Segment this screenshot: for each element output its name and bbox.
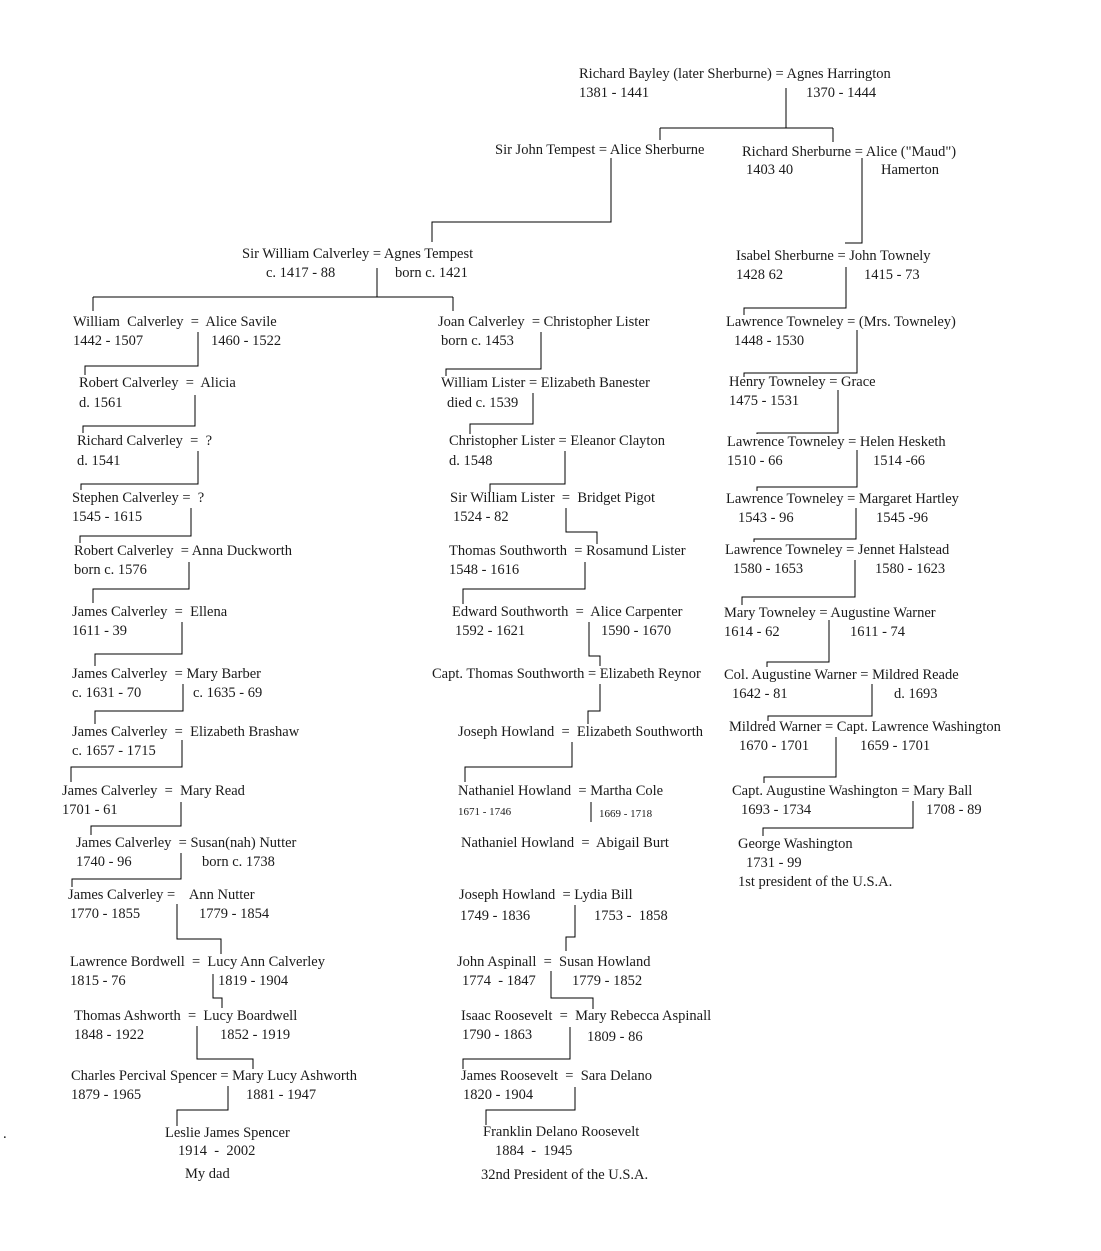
node-m8: Joseph Howland = Elizabeth Southworth <box>458 724 703 740</box>
node-r5: Lawrence Towneley = Margaret Hartley <box>726 491 959 507</box>
node-l15: Leslie James Spencer <box>165 1125 290 1141</box>
node-r11: George Washington <box>738 836 853 852</box>
node-rsher: Richard Sherburne = Alice ("Maud") <box>742 144 957 160</box>
node-r6d2: 1580 - 1623 <box>875 561 946 577</box>
node-isab: Isabel Sherburne = John Townely <box>736 248 931 264</box>
node-r10d1: 1693 - 1734 <box>741 802 812 818</box>
node-wcal_d2: born c. 1421 <box>395 265 468 281</box>
node-m3d: d. 1548 <box>449 453 493 469</box>
node-l10d2: born c. 1738 <box>202 854 275 870</box>
node-r6d1: 1580 - 1653 <box>733 561 804 577</box>
node-m15d: 1884 - 1945 <box>495 1143 573 1159</box>
node-r8d2: d. 1693 <box>894 686 938 702</box>
node-m13d1: 1790 - 1863 <box>462 1027 533 1043</box>
node-r1a: Richard Bayley (later Sherburne) = Agnes Harrington <box>579 66 891 82</box>
node-l14: Charles Percival Spencer = Mary Lucy Ashworth <box>71 1068 358 1084</box>
node-r1b: 1381 - 1441 <box>579 85 650 101</box>
node-m12: John Aspinall = Susan Howland <box>457 954 651 970</box>
node-m14: James Roosevelt = Sara Delano <box>461 1068 652 1084</box>
node-l14d2: 1881 - 1947 <box>246 1087 317 1103</box>
node-isab_d1: 1428 62 <box>736 267 784 283</box>
node-r6: Lawrence Towneley = Jennet Halstead <box>725 542 950 558</box>
node-r11n: 1st president of the U.S.A. <box>738 874 893 890</box>
node-l10d1: 1740 - 96 <box>76 854 132 870</box>
node-l1d1: 1442 - 1507 <box>73 333 144 349</box>
node-isab_d2: 1415 - 73 <box>864 267 920 283</box>
node-dot: . <box>3 1126 7 1142</box>
node-l4: Stephen Calverley = ? <box>72 490 205 506</box>
node-m11: Joseph Howland = Lydia Bill <box>459 887 633 903</box>
node-m5: Thomas Southworth = Rosamund Lister <box>449 543 686 559</box>
node-m4d: 1524 - 82 <box>453 509 509 525</box>
node-r9d1: 1670 - 1701 <box>739 738 810 754</box>
node-m12d2: 1779 - 1852 <box>572 973 643 989</box>
node-r4d2: 1514 -66 <box>873 453 925 469</box>
node-r9d2: 1659 - 1701 <box>860 738 931 754</box>
node-r4: Lawrence Towneley = Helen Hesketh <box>727 434 946 450</box>
node-l6d: 1611 - 39 <box>72 623 128 639</box>
node-l7d1: c. 1631 - 70 <box>72 685 142 701</box>
node-l8: James Calverley = Elizabeth Brashaw <box>72 724 300 740</box>
node-r10d2: 1708 - 89 <box>926 802 982 818</box>
node-l12d1: 1815 - 76 <box>70 973 126 989</box>
node-l3: Richard Calverley = ? <box>77 433 213 449</box>
node-l4d: 1545 - 1615 <box>72 509 143 525</box>
node-m9d1: 1671 - 1746 <box>458 806 512 818</box>
node-m4: Sir William Lister = Bridget Pigot <box>450 490 656 506</box>
node-l15d: 1914 - 2002 <box>178 1143 256 1159</box>
node-r11d: 1731 - 99 <box>746 855 802 871</box>
node-r1c: 1370 - 1444 <box>806 85 877 101</box>
node-rsher_d: 1403 40 <box>746 162 794 178</box>
node-l2d: d. 1561 <box>79 395 123 411</box>
node-m9d2: 1669 - 1718 <box>599 808 653 820</box>
node-m10: Nathaniel Howland = Abigail Burt <box>461 835 669 851</box>
node-r7d1: 1614 - 62 <box>724 624 780 640</box>
node-l13d2: 1852 - 1919 <box>220 1027 291 1043</box>
node-r10: Capt. Augustine Washington = Mary Ball <box>732 783 973 799</box>
node-l13: Thomas Ashworth = Lucy Boardwell <box>74 1008 298 1024</box>
node-r4d1: 1510 - 66 <box>727 453 783 469</box>
node-tempest: Sir John Tempest = Alice Sherburne <box>495 142 705 158</box>
node-r5d1: 1543 - 96 <box>738 510 794 526</box>
node-m2: William Lister = Elizabeth Banester <box>441 375 650 391</box>
node-r8: Col. Augustine Warner = Mildred Reade <box>724 667 959 683</box>
node-l10: James Calverley = Susan(nah) Nutter <box>76 835 297 851</box>
node-wcal_d1: c. 1417 - 88 <box>266 265 336 281</box>
node-l6: James Calverley = Ellena <box>72 604 228 620</box>
node-l5: Robert Calverley = Anna Duckworth <box>74 543 292 559</box>
node-m7: Capt. Thomas Southworth = Elizabeth Reynor <box>432 666 701 682</box>
node-l3d: d. 1541 <box>77 453 121 469</box>
node-m5d: 1548 - 1616 <box>449 562 520 578</box>
node-r3: Henry Towneley = Grace <box>729 374 876 390</box>
node-m1: Joan Calverley = Christopher Lister <box>438 314 650 330</box>
node-m14d: 1820 - 1904 <box>463 1087 534 1103</box>
node-m15: Franklin Delano Roosevelt <box>483 1124 640 1140</box>
node-l11d1: 1770 - 1855 <box>70 906 141 922</box>
node-l5d: born c. 1576 <box>74 562 147 578</box>
node-r2d: 1448 - 1530 <box>734 333 805 349</box>
node-r2: Lawrence Towneley = (Mrs. Towneley) <box>726 314 956 330</box>
node-l7d2: c. 1635 - 69 <box>193 685 263 701</box>
node-r7d2: 1611 - 74 <box>850 624 906 640</box>
node-l12: Lawrence Bordwell = Lucy Ann Calverley <box>70 954 325 970</box>
node-m9: Nathaniel Howland = Martha Cole <box>458 783 664 799</box>
node-m13: Isaac Roosevelt = Mary Rebecca Aspinall <box>461 1008 712 1024</box>
node-m3: Christopher Lister = Eleanor Clayton <box>449 433 665 449</box>
node-wcal: Sir William Calverley = Agnes Tempest <box>242 246 474 262</box>
node-r3d: 1475 - 1531 <box>729 393 800 409</box>
node-r5d2: 1545 -96 <box>876 510 928 526</box>
node-m1d: born c. 1453 <box>441 333 514 349</box>
node-l13d1: 1848 - 1922 <box>74 1027 145 1043</box>
node-l7: James Calverley = Mary Barber <box>72 666 261 682</box>
node-m6d2: 1590 - 1670 <box>601 623 672 639</box>
node-m11d2: 1753 - 1858 <box>594 908 668 924</box>
node-l8d: c. 1657 - 1715 <box>72 743 156 759</box>
node-l15n: My dad <box>185 1166 230 1182</box>
node-l9: James Calverley = Mary Read <box>62 783 245 799</box>
node-l12d2: 1819 - 1904 <box>218 973 289 989</box>
node-l9d: 1701 - 61 <box>62 802 118 818</box>
node-m6: Edward Southworth = Alice Carpenter <box>452 604 683 620</box>
node-m15n: 32nd President of the U.S.A. <box>481 1167 649 1183</box>
node-l1: William Calverley = Alice Savile <box>73 314 277 330</box>
node-l1d2: 1460 - 1522 <box>211 333 282 349</box>
node-l2: Robert Calverley = Alicia <box>79 375 236 391</box>
node-r9: Mildred Warner = Capt. Lawrence Washington <box>729 719 1001 735</box>
node-r8d1: 1642 - 81 <box>732 686 788 702</box>
node-l14d1: 1879 - 1965 <box>71 1087 142 1103</box>
node-m6d1: 1592 - 1621 <box>455 623 526 639</box>
node-rsher_h: Hamerton <box>881 162 939 178</box>
node-m11d1: 1749 - 1836 <box>460 908 531 924</box>
node-m2d: died c. 1539 <box>447 395 519 411</box>
node-m12d1: 1774 - 1847 <box>462 973 536 989</box>
node-l11d2: 1779 - 1854 <box>199 906 270 922</box>
node-l11: James Calverley = Ann Nutter <box>68 887 255 903</box>
node-r7: Mary Towneley = Augustine Warner <box>724 605 936 621</box>
node-m13d2: 1809 - 86 <box>587 1029 643 1045</box>
